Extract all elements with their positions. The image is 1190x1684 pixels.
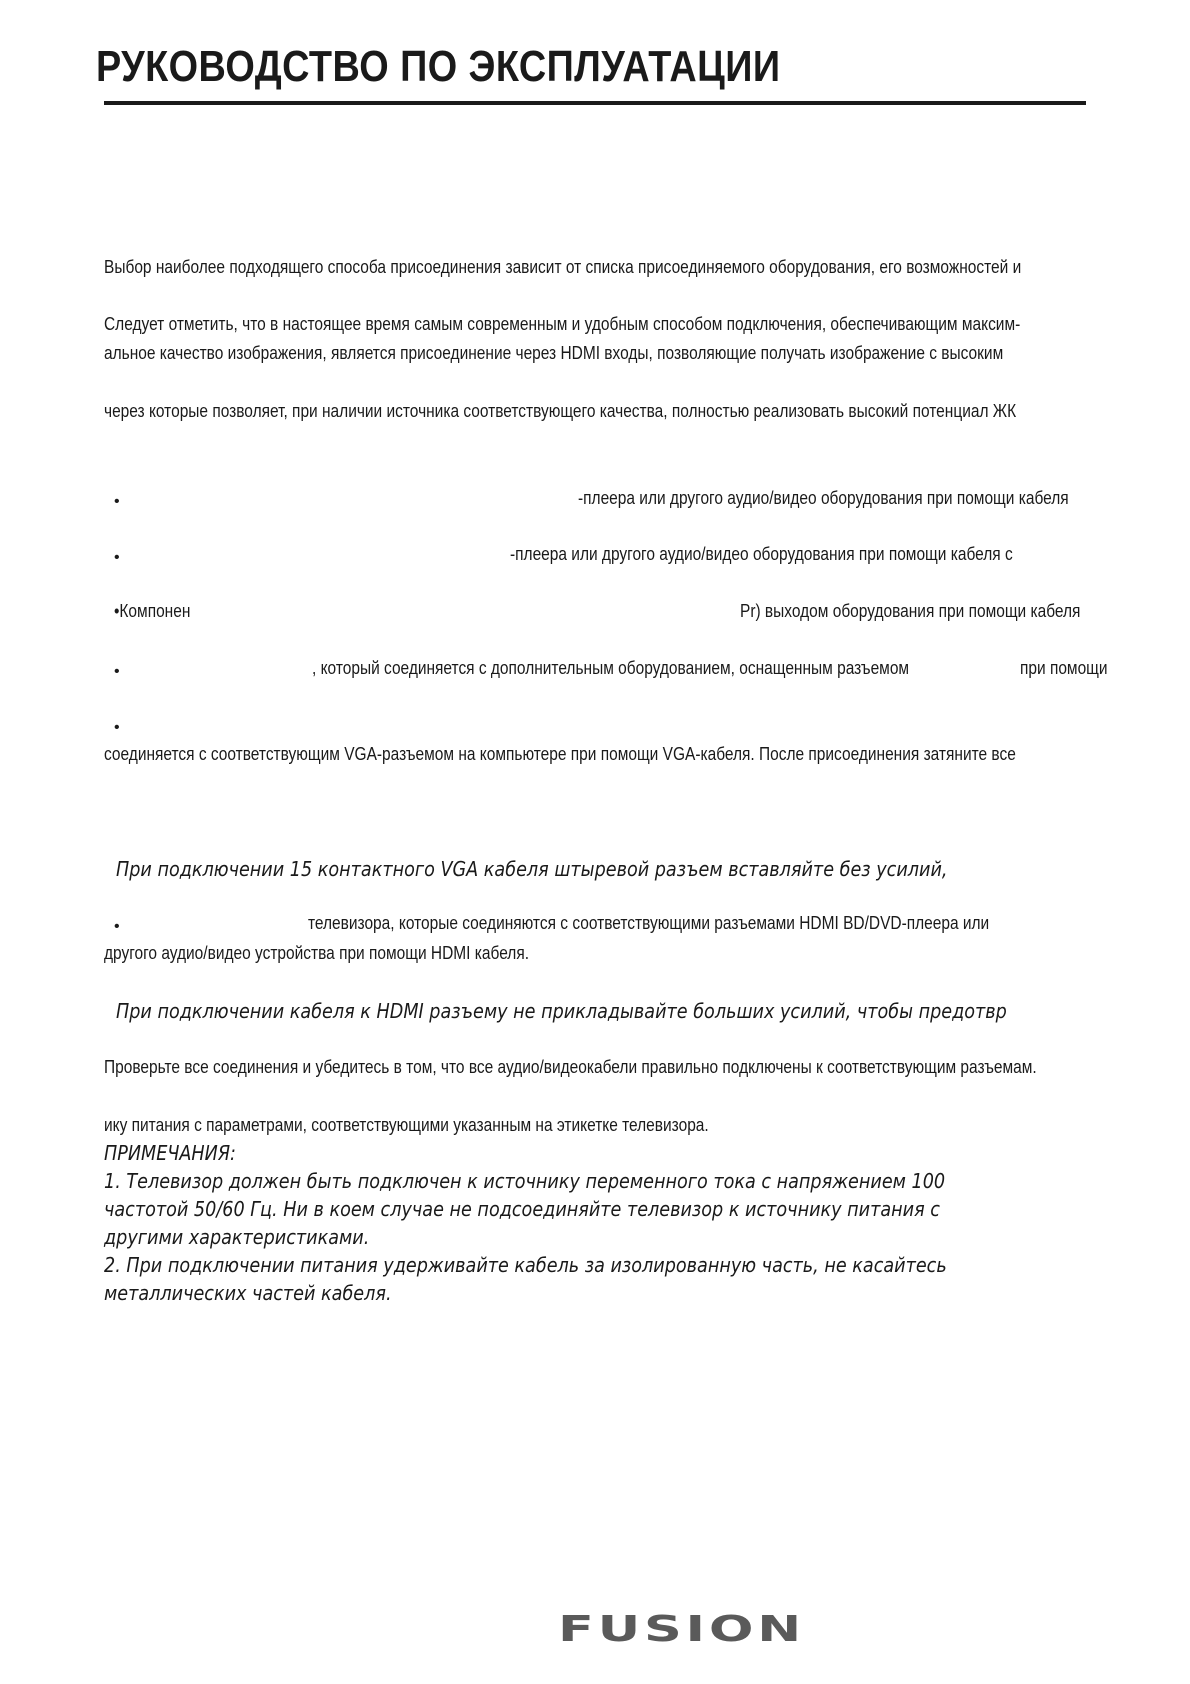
- bullet-5-marker: •: [114, 719, 120, 736]
- intro-paragraph-2-line-2: альное качество изображения, является присоединение через HDMI входы, позволяющие получать изображение с высоким: [104, 343, 1004, 363]
- power-text: ику питания с параметрами, соответствующими указанным на этикетке телевизора.: [104, 1115, 709, 1135]
- intro-paragraph-3: через которые позволяет, при наличии источника соответствующего качества, полностью реализовать высокий потенциал ЖК: [104, 401, 1017, 421]
- note-1-line-1: 1. Телевизор должен быть подключен к источнику переменного тока с напряжением 100: [104, 1169, 946, 1193]
- bullet-5-text: соединяется с соответствующим VGA-разъемом на компьютере при помощи VGA-кабеля. После присоединения затяните все: [104, 744, 1016, 764]
- bullet-2-marker: •: [114, 549, 120, 566]
- hdmi-note: При подключении кабеля к HDMI разъему не прикладывайте больших усилий, чтобы предотвр: [116, 999, 1007, 1023]
- bullet-4-marker: •: [114, 663, 120, 680]
- bullet-4-text-right: при помощи: [1020, 658, 1108, 678]
- vga-note: При подключении 15 контактного VGA кабеля штыревой разъем вставляйте без усилий,: [116, 857, 948, 881]
- hdmi-bullet-marker: •: [114, 918, 120, 935]
- bullet-3-text-right: Pr) выходом оборудования при помощи кабеля: [740, 601, 1081, 621]
- bullet-1-marker: •: [114, 493, 120, 510]
- check-connections-text: Проверьте все соединения и убедитесь в том, что все аудио/видеокабели правильно подключены к соответствующим разъемам.: [104, 1057, 1037, 1077]
- note-1-line-3: другими характеристиками.: [104, 1225, 370, 1249]
- fusion-logo: FUSION: [558, 1608, 805, 1650]
- page-title: РУКОВОДСТВО ПО ЭКСПЛУАТАЦИИ: [96, 42, 781, 91]
- hdmi-text-line-2: другого аудио/видео устройства при помощи HDMI кабеля.: [104, 943, 530, 963]
- bullet-4-text-middle: , который соединяется с дополнительным оборудованием, оснащенным разъемом: [312, 658, 910, 678]
- hdmi-text-line-1: телевизора, которые соединяются с соответствующими разъемами HDMI BD/DVD-плеера или: [308, 913, 990, 933]
- notes-heading: ПРИМЕЧАНИЯ:: [104, 1141, 236, 1165]
- bullet-3-text-left: •Компонен: [114, 601, 191, 621]
- note-1-line-2: частотой 50/60 Гц. Ни в коем случае не подсоединяйте телевизор к источнику питания с: [104, 1197, 940, 1221]
- bullet-1-text: -плеера или другого аудио/видео оборудования при помощи кабеля: [578, 488, 1069, 508]
- intro-paragraph-2-line-1: Следует отметить, что в настоящее время самым современным и удобным способом подключения, обеспечивающим максим-: [104, 314, 1021, 334]
- title-underline: [104, 101, 1086, 105]
- intro-paragraph-1: Выбор наиболее подходящего способа присоединения зависит от списка присоединяемого оборудования, его возможностей и: [104, 257, 1022, 277]
- bullet-2-text: -плеера или другого аудио/видео оборудования при помощи кабеля с: [510, 544, 1013, 564]
- note-2-line-1: 2. При подключении питания удерживайте кабель за изолированную часть, не касайтесь: [104, 1253, 947, 1277]
- note-2-line-2: металлических частей кабеля.: [104, 1281, 392, 1305]
